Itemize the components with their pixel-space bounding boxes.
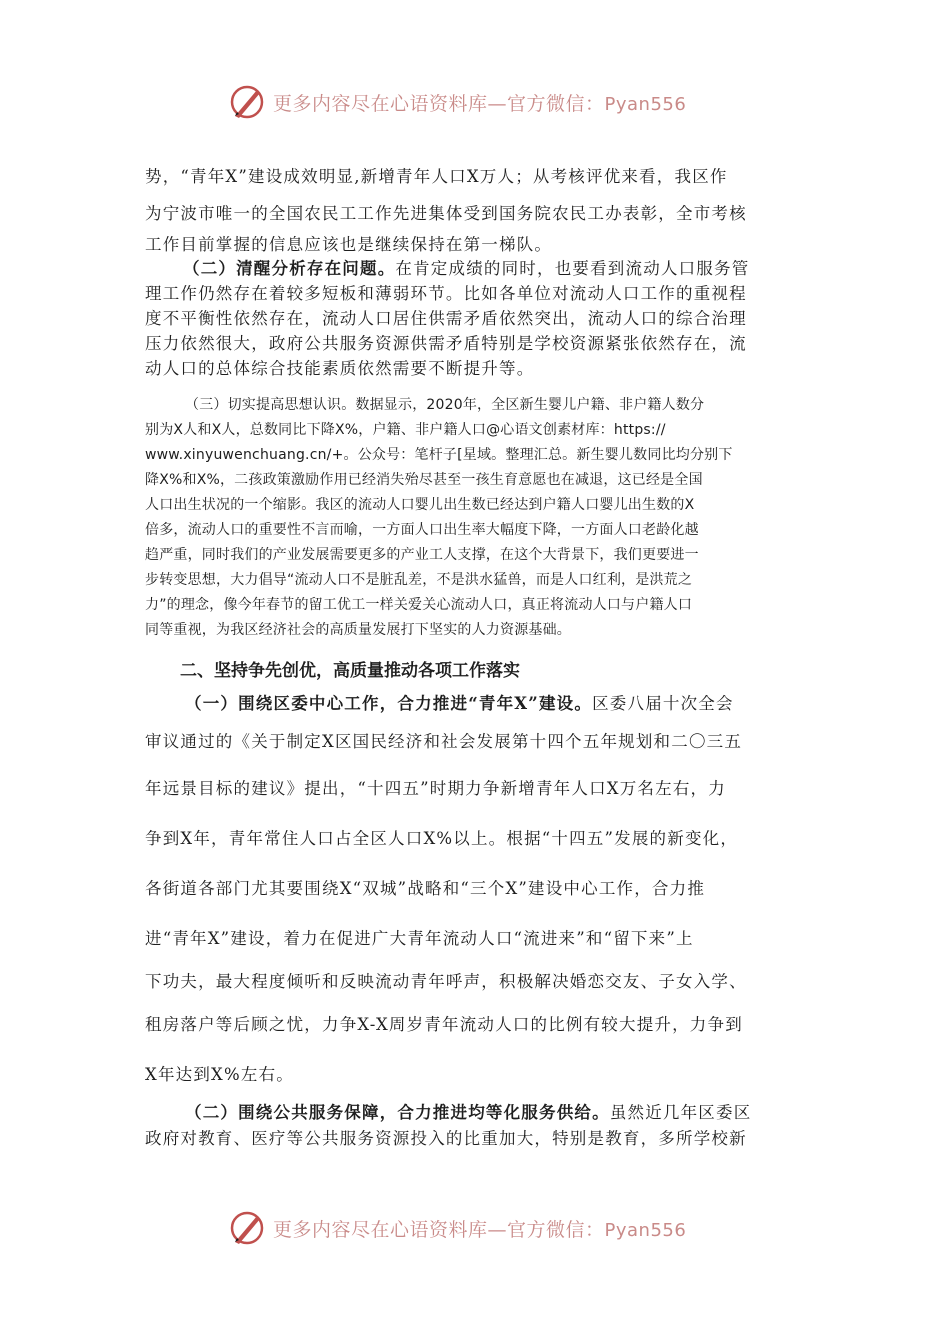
text-line: 同等重视，为我区经济社会的高质量发展打下坚实的人力资源基础。 [145, 622, 571, 638]
paragraph-5 [145, 1100, 807, 1152]
text-line: 倍多，流动人口的重要性不言而喻，一方面人口出生率大幅度下降，一方面人口老龄化越 [145, 522, 699, 538]
text-line: 下功夫，最大程度倾听和反映流动青年呼声，积极解决婚恋交友、子女入学、 [145, 972, 747, 991]
text-line: 趋严重，同时我们的产业发展需要更多的产业工人支撑，在这个大背景下，我们更要进一 [145, 547, 699, 563]
text-line: 降X%和X%，二孩政策激励作用已经消失殆尽甚至一孩生育意愿也在减退，这已经是全国 [145, 472, 703, 488]
text-line: 人口出生状况的一个缩影。我区的流动人口婴儿出生数已经达到户籍人口婴儿出生数的X [145, 497, 695, 513]
section-lead: （一）围绕区委中心工作，合力推进“青年X”建设。 [185, 694, 593, 713]
text-line: （二）围绕公共服务保障，合力推进均等化服务供给。虽然近几年区委区 [185, 1103, 752, 1122]
footer-banner [227, 1208, 727, 1248]
text-line: 动人口的总体综合技能素质依然需要不断提升等。 [145, 359, 535, 378]
section-lead: （二）清醒分析存在问题。 [183, 259, 396, 278]
text-line: （二）清醒分析存在问题。在肯定成绩的同时，也要看到流动人口服务管 [183, 259, 750, 278]
text-line: 各街道各部门尤其要围绕X“双城”战略和“三个X”建设中心工作，合力推 [145, 879, 706, 898]
banner-text: 更多内容尽在心语资料库—官方微信：Pyan556 [273, 1218, 687, 1241]
text-line: 度不平衡性依然存在，流动人口居住供需矛盾依然突出，流动人口的综合治理 [145, 309, 747, 328]
text-line: 力”的理念，像今年春节的留工优工一样关爱关心流动人口，真正将流动人口与户籍人口 [145, 597, 693, 613]
section-lead: （二）围绕公共服务保障，合力推进均等化服务供给。 [185, 1103, 610, 1122]
text-line: 压力依然很大，政府公共服务资源供需矛盾特别是学校资源紧张依然存在，流 [145, 334, 747, 353]
header-banner [227, 82, 727, 122]
text-line: （三）切实提高思想认识。数据显示，2020年，全区新生婴儿户籍、非户籍人数分 [185, 397, 705, 413]
text-line: 别为X人和X人，总数同比下降X%，户籍、非户籍人口@心语文创素材库：https:// [145, 422, 666, 438]
text-line: 进“青年X”建设，着力在促进广大青年流动人口“流进来”和“留下来”上 [145, 929, 694, 948]
paragraph-2 [145, 256, 807, 381]
paragraph-4 [145, 688, 807, 1100]
text-line: 为宁波市唯一的全国农民工工作先进集体受到国务院农民工办表彰，全市考核 [145, 204, 747, 223]
banner-wechat-id: Pyan556 [604, 1219, 687, 1241]
text-line: 审议通过的《关于制定X区国民经济和社会发展第十四个五年规划和二〇三五 [145, 732, 743, 751]
text-line: 租房落户等后顾之忧，力争X-X周岁青年流动人口的比例有较大提升，力争到 [145, 1015, 743, 1034]
text-line: www.xinyuwenchuang.cn/+。公众号：笔杆子[星域。整理汇总。新生婴儿数同比均分别下 [145, 447, 733, 463]
pen-logo-icon [227, 82, 267, 122]
text-line: （一）围绕区委中心工作，合力推进“青年X”建设。区委八届十次全会 [185, 694, 734, 713]
text-line: 势，“青年X”建设成效明显,新增青年人口X万人；从考核评优来看，我区作 [145, 167, 728, 186]
pen-logo-icon [227, 1208, 267, 1248]
banner-text: 更多内容尽在心语资料库—官方微信：Pyan556 [273, 92, 687, 115]
banner-wechat-id: Pyan556 [604, 93, 687, 115]
section-heading: 二、坚持争先创优，高质量推动各项工作落实 [180, 661, 520, 681]
text-line: 理工作仍然存在着较多短板和薄弱环节。比如各单位对流动人口工作的重视程 [145, 284, 747, 303]
text-line: 年远景目标的建议》提出，“十四五”时期力争新增青年人口X万名左右，力 [145, 779, 726, 798]
text-line: 政府对教育、医疗等公共服务资源投入的比重加大，特别是教育，多所学校新 [145, 1129, 747, 1148]
text-line: 争到X年，青年常住人口占全区人口X%以上。根据“十四五”发展的新变化， [145, 829, 739, 848]
text-line: 步转变思想，大力倡导“流动人口不是脏乱差，不是洪水猛兽，而是人口红利，是洪荒之 [145, 572, 693, 588]
text-line: 工作目前掌握的信息应该也是继续保持在第一梯队。 [145, 235, 553, 254]
text-line: X年达到X%左右。 [145, 1065, 294, 1084]
paragraph-1 [145, 158, 807, 258]
paragraph-3 [145, 393, 807, 643]
